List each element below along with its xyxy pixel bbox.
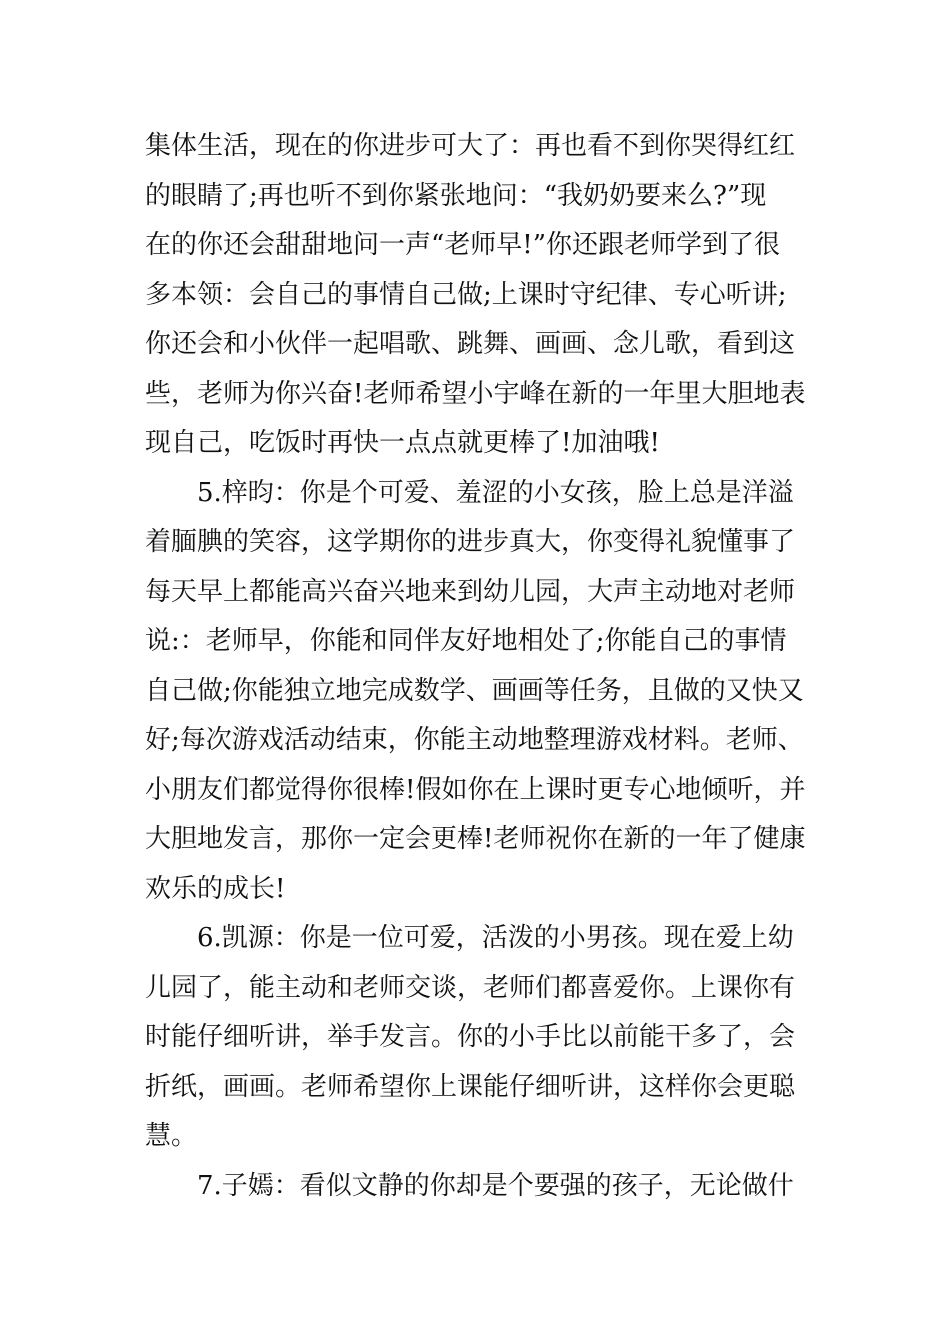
body-text xyxy=(145,122,810,1211)
paragraph-start-line: 5.梓昀：你是个可爱、羞涩的小女孩，脸上总是洋溢 xyxy=(197,477,794,508)
paragraph-start-line: 7.子嫣：看似文静的你却是个要强的孩子，无论做什 xyxy=(197,1170,794,1201)
text-line: 慧。 xyxy=(145,1121,198,1151)
text-line: 在的你还会甜甜地问一声“老师早!”你还跟老师学到了很 xyxy=(145,230,781,260)
text-line: 现自己，吃饭时再快一点点就更棒了!加油哦! xyxy=(145,428,660,458)
text-line: 集体生活，现在的你进步可大了：再也看不到你哭得红红 xyxy=(145,131,796,161)
text-line: 说:：老师早，你能和同伴友好地相处了;你能自己的事情 xyxy=(145,626,787,656)
text-line: 多本领：会自己的事情自己做;上课时守纪律、专心听讲; xyxy=(145,279,787,310)
text-line: 你还会和小伙伴一起唱歌、跳舞、画画、念儿歌，看到这 xyxy=(145,329,796,359)
text-line: 着腼腆的笑容，这学期你的进步真大，你变得礼貌懂事了 xyxy=(145,527,796,557)
text-line: 折纸，画画。老师希望你上课能仔细听讲，这样你会更聪 xyxy=(145,1071,796,1102)
text-line: 些，老师为你兴奋!老师希望小宇峰在新的一年里大胆地表 xyxy=(145,378,806,409)
text-line: 每天早上都能高兴奋兴地来到幼儿园，大声主动地对老师 xyxy=(145,576,796,607)
paragraph-start-line: 6.凯源：你是一位可爱，活泼的小男孩。现在爱上幼 xyxy=(197,923,794,953)
text-line: 大胆地发言，那你一定会更棒!老师祝你在新的一年了健康 xyxy=(145,824,806,854)
text-line: 好;每次游戏活动结束，你能主动地整理游戏材料。老师、 xyxy=(145,725,804,755)
text-line: 小朋友们都觉得你很棒!假如你在上课时更专心地倾听，并 xyxy=(145,774,806,805)
text-line: 时能仔细听讲，举手发言。你的小手比以前能干多了，会 xyxy=(145,1022,796,1052)
text-line: 自己做;你能独立地完成数学、画画等任务，且做的又快又 xyxy=(145,675,804,706)
text-line: 儿园了，能主动和老师交谈，老师们都喜爱你。上课你有 xyxy=(145,972,796,1003)
text-line: 的眼睛了;再也听不到你紧张地问：“我奶奶要来么?”现 xyxy=(145,180,767,211)
text-line: 欢乐的成长! xyxy=(145,873,286,904)
